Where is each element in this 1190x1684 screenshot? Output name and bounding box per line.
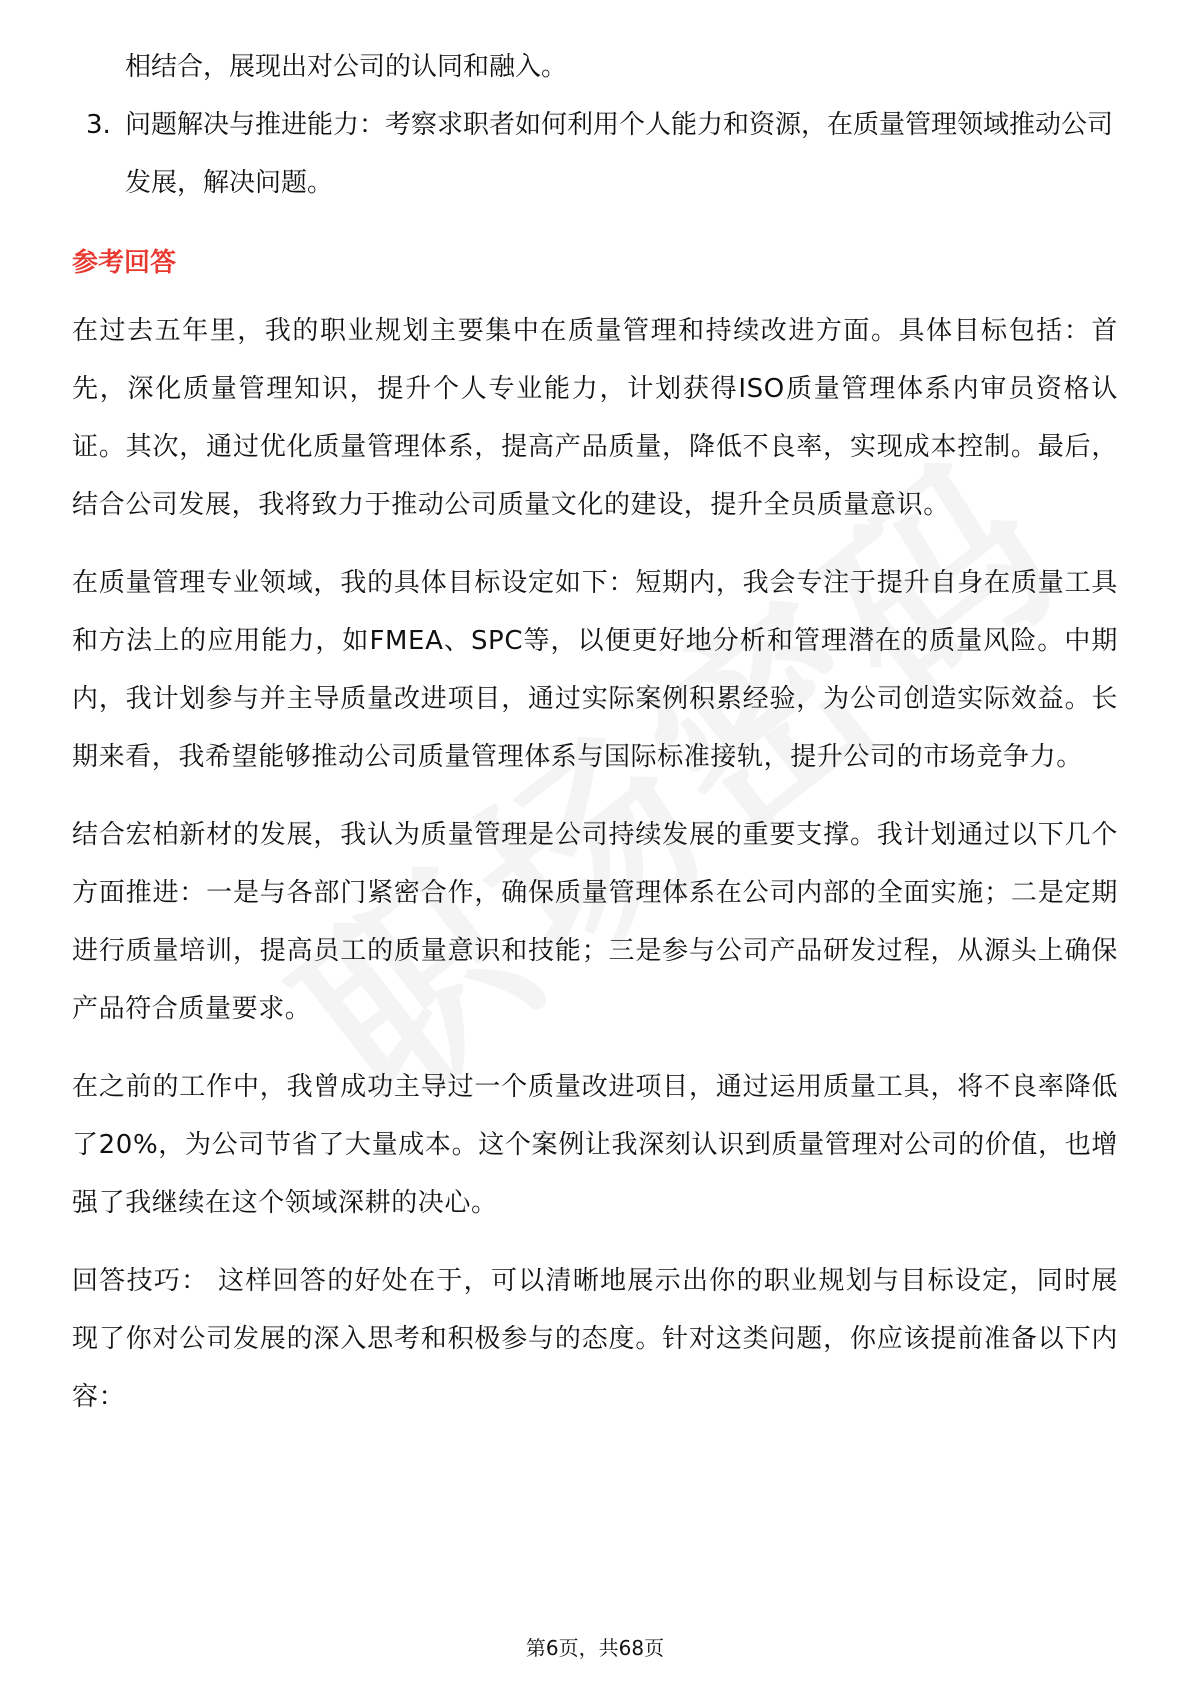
page-number-footer: 第6页，共68页 <box>525 1636 665 1660</box>
paragraph: 在质量管理专业领域，我的具体目标设定如下：短期内，我会专注于提升自身在质量工具和方法上的应用能力，如FMEA、SPC等，以便更好地分析和管理潜在的质量风险。中期内，我计划参与并主导质量改进项目，通过实际案例积累经验，为公司创造实际效益。长期来看，我希望能够推动公司质量管理体系与国际标准接轨，提升公司的市场竞争力。 <box>72 568 1118 772</box>
page-content <box>72 38 1118 1426</box>
continued-list-text: 相结合，展现出对公司的认同和融入。 <box>125 52 568 82</box>
section-heading: 参考回答 <box>72 248 177 278</box>
list-item <box>72 96 1118 212</box>
list-item-text: 问题解决与推进能力：考察求职者如何利用个人能力和资源，在质量管理领域推动公司发展，解决问题。 <box>125 110 1114 198</box>
paragraph: 在过去五年里，我的职业规划主要集中在质量管理和持续改进方面。具体目标包括：首先，深化质量管理知识，提升个人专业能力，计划获得ISO质量管理体系内审员资格认证。其次，通过优化质量管理体系，提高产品质量，降低不良率，实现成本控制。最后，结合公司发展，我将致力于推动公司质量文化的建设，提升全员质量意识。 <box>72 316 1118 520</box>
paragraph: 回答技巧： 这样回答的好处在于，可以清晰地展示出你的职业规划与目标设定，同时展现了你对公司发展的深入思考和积极参与的态度。针对这类问题，你应该提前准备以下内容： <box>72 1266 1118 1412</box>
list-item-number: 3. <box>86 110 111 140</box>
paragraph: 在之前的工作中，我曾成功主导过一个质量改进项目，通过运用质量工具，将不良率降低了20%，为公司节省了大量成本。这个案例让我深刻认识到质量管理对公司的价值，也增强了我继续在这个领域深耕的决心。 <box>72 1072 1118 1218</box>
paragraph: 结合宏柏新材的发展，我认为质量管理是公司持续发展的重要支撑。我计划通过以下几个方面推进：一是与各部门紧密合作，确保质量管理体系在公司内部的全面实施；二是定期进行质量培训，提高员工的质量意识和技能；三是参与公司产品研发过程，从源头上确保产品符合质量要求。 <box>72 820 1118 1024</box>
